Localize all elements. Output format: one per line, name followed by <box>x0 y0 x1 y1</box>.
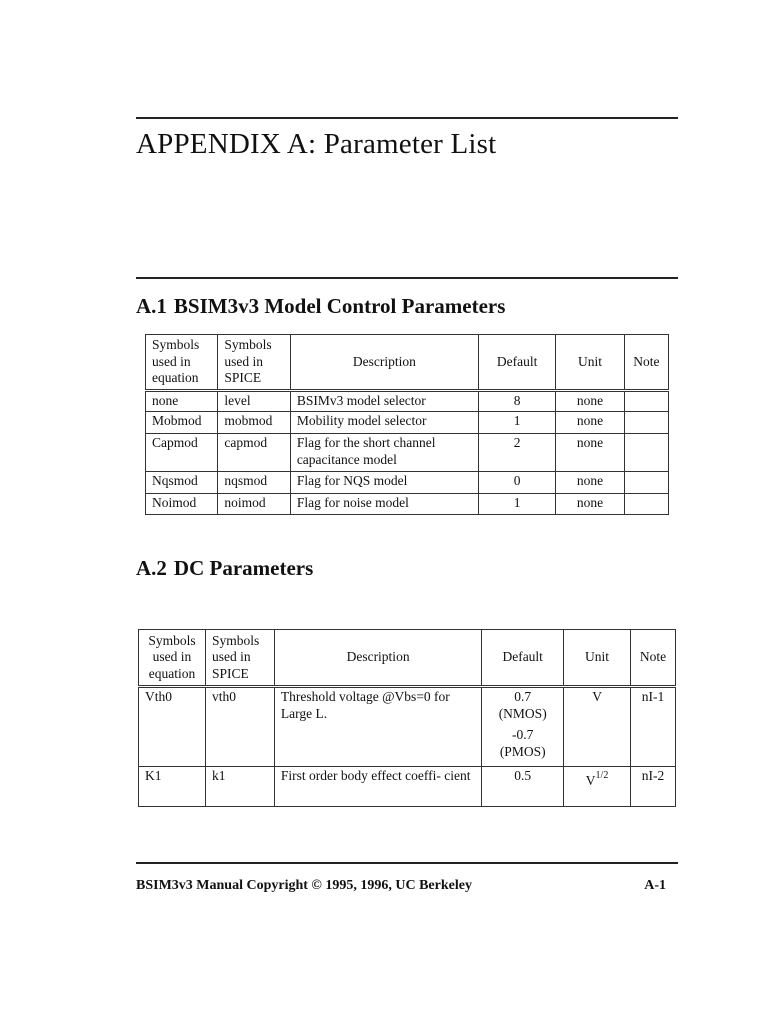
cell-symbol-equation: K1 <box>139 767 206 807</box>
col-header-default: Default <box>482 630 564 687</box>
cell-unit: none <box>556 391 624 412</box>
section-a1-heading <box>136 294 505 319</box>
unit-base: V <box>585 773 596 788</box>
page-number: A-1 <box>644 878 666 893</box>
cell-default <box>482 687 564 767</box>
cell-description: Mobility model selector <box>290 412 478 434</box>
cell-default: 2 <box>478 434 555 472</box>
col-header-symbol-spice: Symbols used in SPICE <box>205 630 274 687</box>
col-header-description: Description <box>290 335 478 391</box>
section-a2-number: A.2 <box>136 556 167 580</box>
cell-unit: none <box>556 412 624 434</box>
table-row <box>146 412 669 434</box>
top-rule <box>136 117 678 119</box>
dc-parameters-table <box>138 629 676 807</box>
page-footer <box>136 878 666 894</box>
cell-symbol-spice: noimod <box>218 494 290 515</box>
cell-default: 1 <box>478 412 555 434</box>
table-row <box>139 767 676 807</box>
table-row <box>146 472 669 494</box>
col-header-unit: Unit <box>556 335 624 391</box>
cell-symbol-equation: Nqsmod <box>146 472 218 494</box>
cell-symbol-equation: Vth0 <box>139 687 206 767</box>
section-a1-rule <box>136 277 678 279</box>
footer-rule <box>136 862 678 864</box>
cell-note: nI-2 <box>630 767 675 807</box>
cell-description: BSIMv3 model selector <box>290 391 478 412</box>
footer-copyright: BSIM3v3 Manual Copyright © 1995, 1996, UC Berkeley <box>136 878 472 893</box>
col-header-description: Description <box>274 630 481 687</box>
model-control-table <box>145 334 669 515</box>
section-a2-title: DC Parameters <box>173 556 314 580</box>
cell-note <box>624 412 668 434</box>
cell-unit <box>564 767 631 807</box>
cell-unit: none <box>556 494 624 515</box>
col-header-note: Note <box>624 335 668 391</box>
cell-symbol-equation: Mobmod <box>146 412 218 434</box>
cell-default: 8 <box>478 391 555 412</box>
section-a2-heading <box>136 556 313 581</box>
col-header-unit: Unit <box>564 630 631 687</box>
col-header-symbol-equation: Symbols used in equation <box>146 335 218 391</box>
cell-symbol-spice: k1 <box>205 767 274 807</box>
cell-note <box>624 391 668 412</box>
cell-note: nI-1 <box>630 687 675 767</box>
default-pmos-value: -0.7 <box>512 727 534 742</box>
table-row <box>139 687 676 767</box>
cell-unit: V <box>564 687 631 767</box>
cell-note <box>624 494 668 515</box>
cell-symbol-equation: none <box>146 391 218 412</box>
cell-default: 1 <box>478 494 555 515</box>
col-header-symbol-spice: Symbols used in SPICE <box>218 335 290 391</box>
default-nmos-label: (NMOS) <box>498 705 547 721</box>
table-row <box>146 494 669 515</box>
table-row <box>146 391 669 412</box>
cell-symbol-spice: mobmod <box>218 412 290 434</box>
cell-note <box>624 472 668 494</box>
cell-symbol-spice: level <box>218 391 290 412</box>
section-a1-title: BSIM3v3 Model Control Parameters <box>173 294 506 318</box>
cell-symbol-equation: Noimod <box>146 494 218 515</box>
table-header-row <box>139 630 676 687</box>
cell-description: Flag for noise model <box>290 494 478 515</box>
cell-description: Flag for the short channel capacitance model <box>290 434 478 472</box>
cell-description: First order body effect coeffi- cient <box>274 767 481 807</box>
col-header-symbol-equation: Symbols used in equation <box>139 630 206 687</box>
default-pmos-label: (PMOS) <box>499 743 546 759</box>
cell-description: Threshold voltage @Vbs=0 for Large L. <box>274 687 481 767</box>
cell-note <box>624 434 668 472</box>
cell-unit: none <box>556 434 624 472</box>
page-title: APPENDIX A: Parameter List <box>136 128 497 160</box>
default-nmos-value: 0.7 <box>514 689 532 704</box>
table-header-row <box>146 335 669 391</box>
cell-description: Flag for NQS model <box>290 472 478 494</box>
cell-symbol-equation: Capmod <box>146 434 218 472</box>
unit-exponent: 1/2 <box>595 770 609 781</box>
cell-default: 0 <box>478 472 555 494</box>
table-row <box>146 434 669 472</box>
cell-symbol-spice: capmod <box>218 434 290 472</box>
col-header-default: Default <box>478 335 555 391</box>
col-header-note: Note <box>630 630 675 687</box>
section-a1-number: A.1 <box>136 294 167 318</box>
cell-symbol-spice: vth0 <box>205 687 274 767</box>
cell-symbol-spice: nqsmod <box>218 472 290 494</box>
cell-default: 0.5 <box>482 767 564 807</box>
cell-unit: none <box>556 472 624 494</box>
